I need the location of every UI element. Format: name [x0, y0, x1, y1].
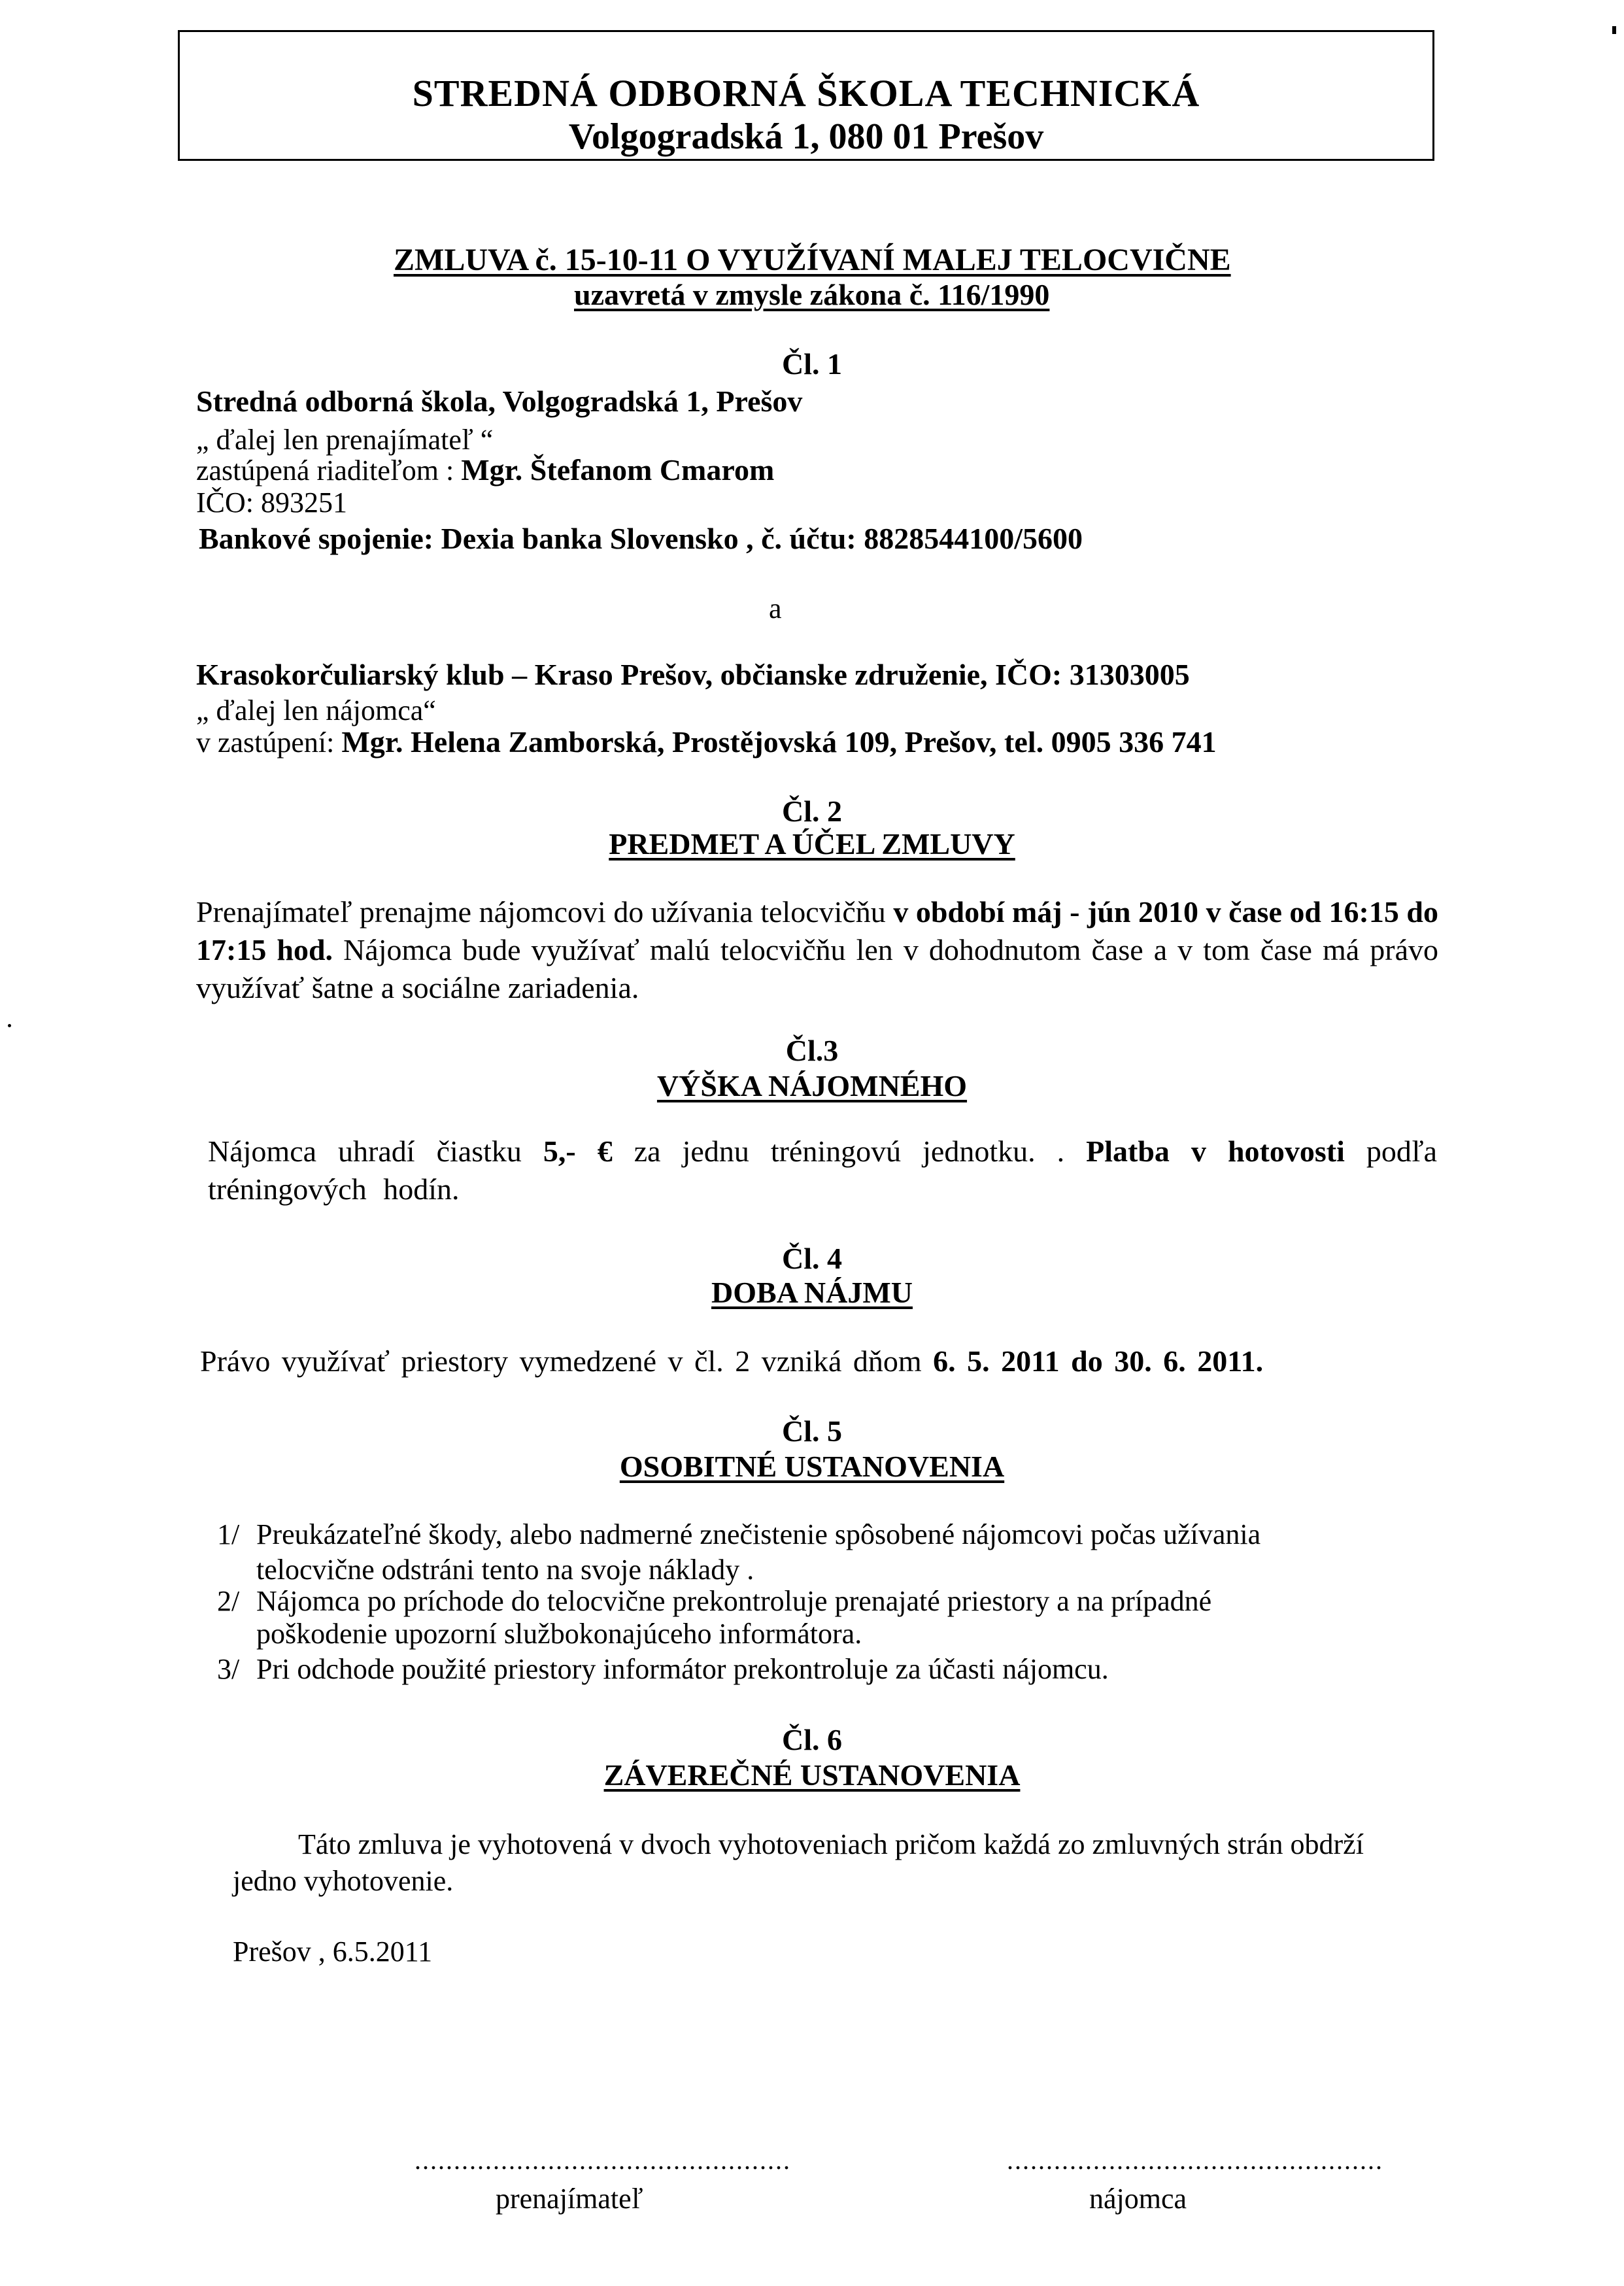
article3-subheading: VÝŠKA NÁJOMNÉHO	[656, 1069, 968, 1102]
article3-heading: Čl.3	[785, 1034, 839, 1067]
list-item-text: poškodenie upozorní službokonajúceho informátora.	[256, 1618, 862, 1650]
article6-text-line1: Táto zmluva je vyhotovená v dvoch vyhotoveniach pričom každá zo zmluvných strán obdrží	[298, 1828, 1364, 1860]
article4-text-a: Právo využívať priestory vymedzené v čl. 2 vzniká dňom	[200, 1344, 934, 1378]
tenant-rep-label: v zastúpení:	[196, 726, 342, 759]
list-item-text: telocvične odstráni tento na svoje náklady .	[256, 1554, 754, 1586]
signature-label-landlord: prenajímateľ	[496, 2183, 643, 2215]
contract-subtitle: uzavretá v zmysle zákona č. 116/1990	[574, 278, 1050, 311]
article3-text	[208, 1133, 1437, 1208]
article6-text-line2: jedno vyhotovenie.	[233, 1865, 454, 1897]
article2-text-c: Nájomca bude využívať malú telocvičňu len v dohodnutom čase a v tom čase má právo využívať šatne a sociálne zariadenia.	[196, 933, 1438, 1004]
list-item	[217, 1517, 239, 1552]
signature-line-tenant: ................................................	[1007, 2145, 1383, 2175]
list-item-number: 1/	[217, 1518, 240, 1550]
article4-text-b: 6. 5. 2011 do 30. 6. 2011.	[933, 1344, 1264, 1378]
article1-heading: Čl. 1	[782, 347, 842, 381]
article5-subheading: OSOBITNÉ USTANOVENIA	[619, 1450, 1005, 1483]
article5-heading: Čl. 5	[782, 1414, 842, 1448]
article4-heading: Čl. 4	[782, 1242, 842, 1275]
list-item-text: Preukázateľné škody, alebo nadmerné znečistenie spôsobené nájomcovi počas užívania	[256, 1518, 1261, 1550]
article2-text-b: v období máj - jún 2010 v čase od 16:15 do 17:15 hod.	[196, 895, 1438, 966]
landlord-represented	[196, 452, 774, 488]
school-name: STREDNÁ ODBORNÁ ŠKOLA TECHNICKÁ	[412, 72, 1200, 114]
tenant-representative	[196, 725, 1217, 760]
article6-subheading: ZÁVEREČNÉ USTANOVENIA	[603, 1758, 1021, 1792]
list-item	[217, 1652, 239, 1687]
list-item-text: Pri odchode použité priestory informátor prekontroluje za účasti nájomcu.	[256, 1653, 1109, 1685]
tenant-name: Krasokorčuliarský klub – Kraso Prešov, občianske združenie, IČO: 31303005	[196, 658, 1190, 691]
list-item	[217, 1584, 239, 1619]
school-address: Volgogradská 1, 080 01 Prešov	[568, 116, 1044, 157]
article2-subheading: PREDMET A ÚČEL ZMLUVY	[609, 827, 1015, 861]
list-item-number: 2/	[217, 1585, 240, 1617]
represented-label: zastúpená riaditeľom :	[196, 454, 462, 486]
article2-text	[196, 893, 1438, 1007]
signature-label-tenant: nájomca	[1089, 2183, 1187, 2215]
article2-text-a: Prenajímateľ prenajme nájomcovi do užívania telocvičňu	[196, 895, 894, 929]
list-item-text: Nájomca po príchode do telocvične prekontroluje prenajaté priestory a na prípadné	[256, 1585, 1212, 1617]
scan-speck	[8, 1024, 11, 1027]
landlord-alias: „ ďalej len prenajímateľ “	[196, 424, 494, 456]
article2-heading: Čl. 2	[782, 794, 842, 828]
represented-name: Mgr. Štefanom Cmarom	[461, 453, 775, 486]
landlord-ico: IČO: 893251	[196, 486, 347, 519]
contract-title: ZMLUVA č. 15-10-11 O VYUŽÍVANÍ MALEJ TELOCVIČNE	[394, 243, 1231, 277]
list-item-number: 3/	[217, 1653, 240, 1685]
conjunction-and: a	[769, 592, 782, 624]
signature-line-landlord: ................................................	[414, 2145, 791, 2175]
landlord-bank: Bankové spojenie: Dexia banka Slovensko , č. účtu: 8828544100/5600	[199, 522, 1083, 555]
article3-text-b: 5,- €	[543, 1134, 613, 1168]
landlord-name: Stredná odborná škola, Volgogradská 1, Prešov	[196, 384, 803, 418]
article4-subheading: DOBA NÁJMU	[711, 1276, 913, 1309]
article3-text-d: Platba v hotovosti	[1086, 1134, 1345, 1168]
tenant-alias: „ ďalej len nájomca“	[196, 694, 436, 726]
article3-text-e: podľa tréningových hodín.	[208, 1134, 1437, 1206]
place-date: Prešov , 6.5.2011	[233, 1936, 433, 1968]
article3-text-a: Nájomca uhradí čiastku	[208, 1134, 543, 1168]
article4-text	[200, 1343, 1263, 1380]
tenant-rep: Mgr. Helena Zamborská, Prostějovská 109, Prešov, tel. 0905 336 741	[341, 725, 1217, 759]
scan-mark	[1612, 26, 1616, 34]
article3-text-c: za jednu tréningovú jednotku. .	[612, 1134, 1087, 1168]
article6-heading: Čl. 6	[782, 1723, 842, 1756]
header-box	[178, 30, 1434, 161]
